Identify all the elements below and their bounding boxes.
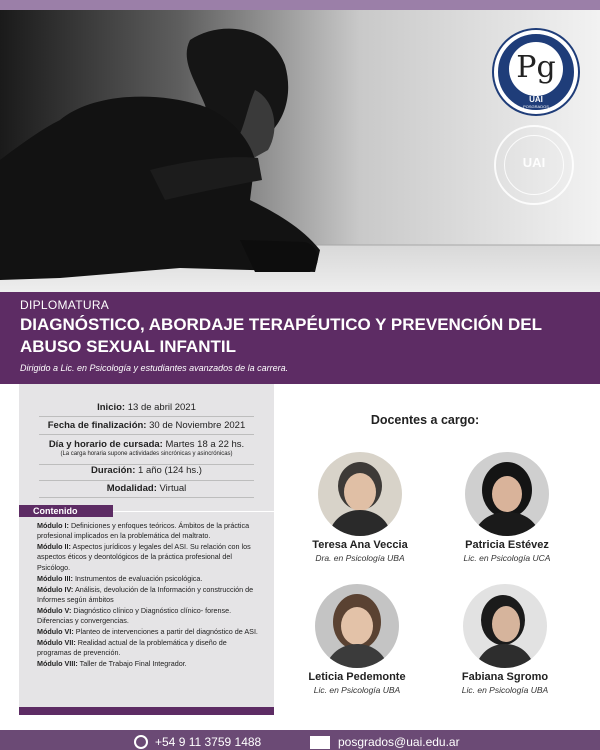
info-value: Virtual (159, 483, 187, 494)
teacher-name: Patricia Estévez (465, 539, 549, 551)
logo-uai-text: UAI (529, 95, 543, 104)
teacher-card (437, 452, 577, 563)
module-label: Módulo III: (37, 573, 73, 583)
module-item (37, 521, 262, 542)
top-accent-strip (0, 0, 600, 10)
teacher-card (290, 452, 430, 563)
info-label: Fecha de finalización: (47, 420, 147, 431)
info-label: Día y horario de cursada: (48, 439, 163, 450)
module-item (37, 606, 262, 627)
teacher-degree: Lic. en Psicología UBA (313, 685, 401, 695)
info-row-finalizacion (39, 420, 254, 435)
avatar-photo (315, 584, 399, 668)
module-item (37, 542, 262, 573)
university-seal (494, 125, 574, 205)
module-item (37, 638, 262, 659)
contenido-heading: Contenido (19, 505, 113, 517)
contact-phone[interactable]: +54 9 11 3759 1488 (155, 735, 262, 749)
teacher-name: Teresa Ana Veccia (312, 539, 408, 551)
teacher-degree: Dra. en Psicología UBA (315, 553, 405, 563)
seal-text: UAI (522, 155, 546, 170)
avatar-photo (318, 452, 402, 536)
program-title: DIAGNÓSTICO, ABORDAJE TERAPÉUTICO Y PREVENCIÓN DEL ABUSO SEXUAL INFANTIL (20, 315, 542, 356)
avatar-photo (463, 584, 547, 668)
docentes-heading: Docentes a cargo: (370, 413, 480, 427)
contact-footer (0, 730, 600, 750)
teacher-name: Fabiana Sgromo (461, 671, 549, 683)
pg-logo-mark: Pg (509, 42, 563, 96)
info-value: 30 de Noviembre 2021 (149, 420, 246, 431)
info-label: Modalidad: (106, 483, 157, 494)
program-type: DIPLOMATURA (20, 298, 110, 312)
contenido-divider (113, 511, 274, 512)
uai-posgrados-logo (494, 30, 578, 114)
target-audience: Dirigido a Lic. en Psicología y estudiantes avanzados de la carrera. (20, 363, 289, 373)
email-icon (310, 736, 330, 749)
program-banner (0, 292, 600, 384)
logo-posgrados-text: POSGRADOS (523, 104, 549, 109)
module-text: Planteo de intervenciones a partir del diagnóstico de ASI. (75, 626, 258, 636)
module-text: Definiciones y enfoques teóricos. Ámbitos de la práctica profesional implicados en la problemática del maltrato. (37, 521, 250, 541)
module-label: Módulo VII: (37, 637, 76, 647)
module-text: Taller de Trabajo Final Integrador. (79, 659, 187, 669)
module-label: Módulo VIII: (37, 659, 78, 669)
teacher-avatar (318, 452, 402, 536)
module-item (37, 627, 262, 637)
info-value: Martes 18 a 22 hs. (165, 439, 245, 450)
teacher-card (435, 584, 575, 695)
info-row-inicio (39, 402, 254, 417)
phone-icon (134, 735, 148, 749)
teacher-card (287, 584, 427, 695)
module-label: Módulo II: (37, 542, 71, 552)
info-value: 1 año (124 hs.) (138, 465, 202, 476)
module-text: Diagnóstico clínico y Diagnóstico clínico- forense. Diferencias y convergencias. (37, 605, 232, 626)
info-note: (La carga horaria supone actividades sincrónicas y asincrónicas) (60, 451, 233, 457)
teacher-name: Leticia Pedemonte (308, 671, 406, 683)
module-label: Módulo V: (37, 605, 72, 615)
info-label: Inicio: (97, 402, 126, 413)
module-label: Módulo VI: (37, 626, 74, 636)
hero-photo (0, 10, 600, 292)
teacher-degree: Lic. en Psicología UBA (461, 685, 549, 695)
teacher-degree: Lic. en Psicología UCA (463, 553, 551, 563)
info-row-modalidad (39, 483, 254, 498)
teacher-avatar (463, 584, 547, 668)
module-text: Análisis, devolución de la Información y construcción de Informes según ámbitos (37, 584, 254, 604)
panel-bottom-bar (19, 707, 274, 715)
module-label: Módulo I: (37, 521, 69, 530)
info-label: Duración: (91, 465, 136, 476)
teacher-avatar (315, 584, 399, 668)
teacher-avatar (465, 452, 549, 536)
module-item (37, 659, 262, 669)
info-row-horario (39, 439, 254, 465)
info-row-duracion (39, 465, 254, 481)
module-item (37, 585, 262, 606)
module-text: Aspectos jurídicos y legales del ASI. Su relación con los aspectos éticos y deontológicos de la práctica profesional del Psicólogo. (37, 542, 251, 572)
contact-email[interactable]: posgrados@uai.edu.ar (338, 735, 460, 749)
info-value: 13 de abril 2021 (127, 402, 196, 413)
module-item (37, 574, 262, 584)
module-label: Módulo IV: (37, 584, 74, 594)
module-text: Realidad actual de la problemática y diseño de programas de prevención. (37, 637, 227, 658)
program-details-panel (19, 384, 274, 715)
avatar-photo (465, 452, 549, 536)
module-text: Instrumentos de evaluación psicológica. (74, 573, 203, 583)
modules-list (37, 521, 262, 670)
